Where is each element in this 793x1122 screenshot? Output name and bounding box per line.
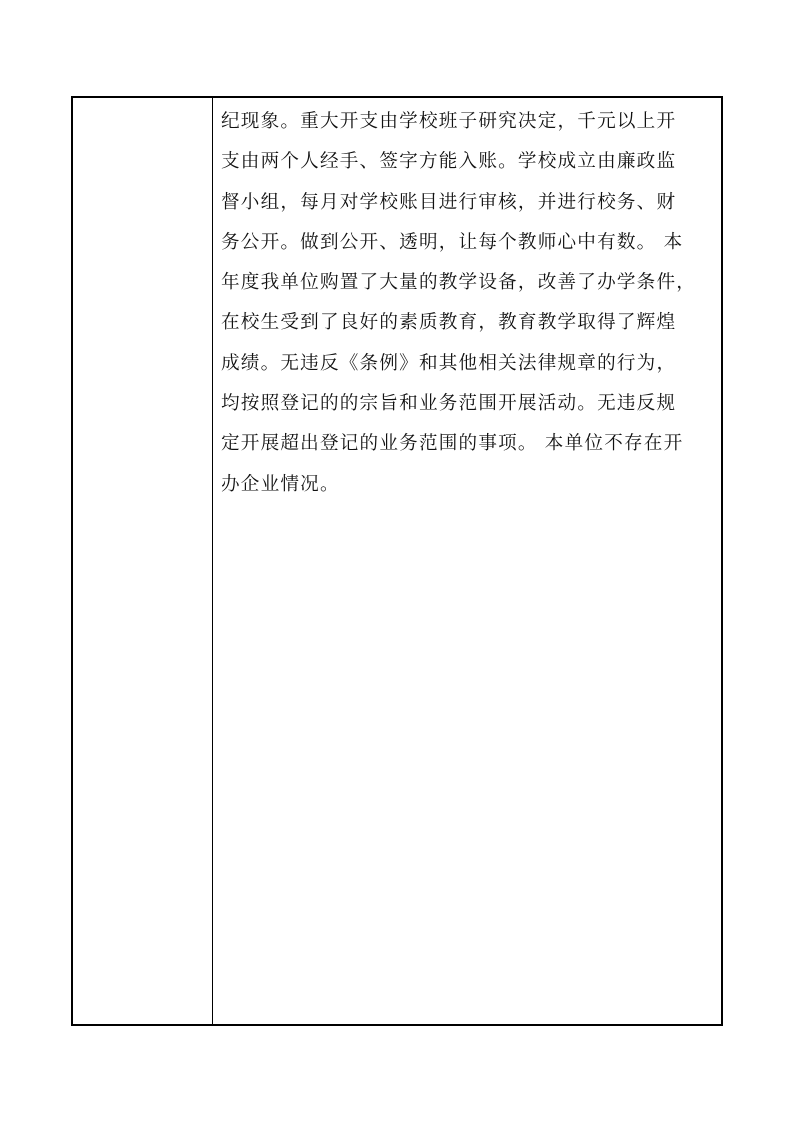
- content-line: 支由两个人经手、签字方能入账。学校成立由廉政监: [221, 151, 677, 173]
- content-line: 纪现象。重大开支由学校班子研究决定，千元以上开: [221, 111, 677, 132]
- content-line: 定开展超出登记的业务范围的事项。 本单位不存在开: [221, 433, 684, 455]
- content-line: 督小组，每月对学校账目进行审核，并进行校务、财: [221, 191, 677, 213]
- content-paragraph: [221, 102, 719, 505]
- content-line: 年度我单位购置了大量的教学设备，改善了办学条件，: [221, 272, 697, 294]
- content-cell: [213, 98, 721, 1024]
- content-line: 务公开。做到公开、透明，让每个教师心中有数。 本: [221, 231, 684, 253]
- content-line: 均按照登记的的宗旨和业务范围开展活动。无违反规: [221, 393, 677, 415]
- report-table: [71, 96, 723, 1026]
- content-line: 在校生受到了良好的素质教育，教育教学取得了辉煌: [221, 312, 677, 334]
- content-line: 成绩。无违反《条例》和其他相关法律规章的行为，: [221, 352, 677, 374]
- label-cell: [73, 98, 213, 1024]
- content-line: 办企业情况。: [221, 473, 340, 495]
